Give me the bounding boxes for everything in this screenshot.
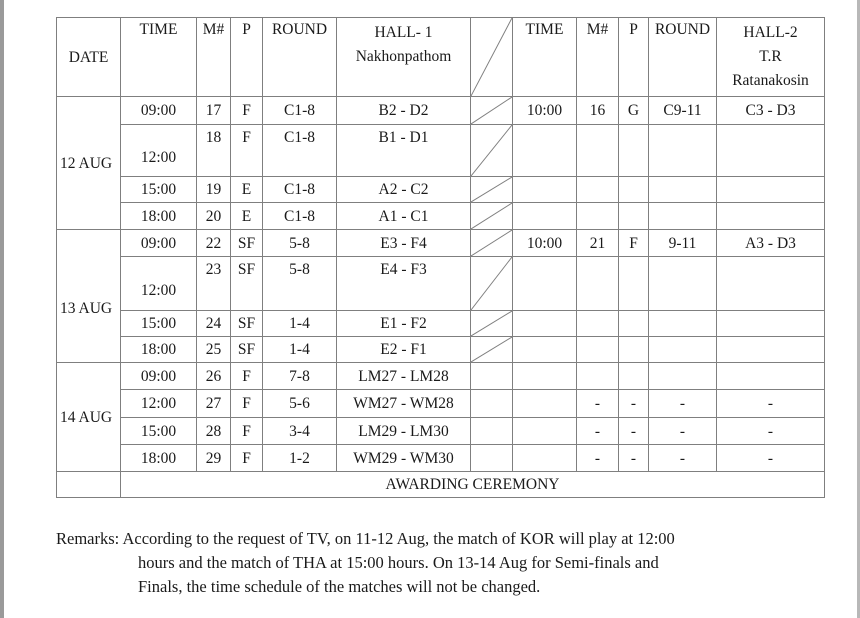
divider-diagonal bbox=[471, 125, 513, 177]
time-cell: 09:00 bbox=[121, 230, 197, 257]
round-cell: 5-8 bbox=[263, 257, 337, 311]
match-no-cell-2 bbox=[577, 125, 619, 177]
divider-cell bbox=[471, 363, 513, 390]
pool-cell-2: G bbox=[619, 97, 649, 125]
match-no-cell: 26 bbox=[197, 363, 231, 390]
time-cell-2 bbox=[513, 363, 577, 390]
remarks-line-1: Remarks: According to the request of TV, on 11-12 Aug, the match of KOR will play at 12:00 bbox=[56, 529, 675, 548]
match-no-cell: 28 bbox=[197, 418, 231, 445]
match-no-cell-2: - bbox=[577, 390, 619, 418]
match-no-cell: 19 bbox=[197, 177, 231, 203]
match-cell-2 bbox=[717, 311, 825, 337]
match-no-cell-2 bbox=[577, 203, 619, 230]
match-cell-2: - bbox=[717, 445, 825, 472]
round-cell: C1-8 bbox=[263, 97, 337, 125]
match-no-cell: 24 bbox=[197, 311, 231, 337]
match-cell-2 bbox=[717, 177, 825, 203]
match-cell-2: C3 - D3 bbox=[717, 97, 825, 125]
match-no-cell: 22 bbox=[197, 230, 231, 257]
round-cell-2: 9-11 bbox=[649, 230, 717, 257]
match-cell-2 bbox=[717, 203, 825, 230]
match-no-cell: 18 bbox=[197, 125, 231, 177]
time-cell: 15:00 bbox=[121, 418, 197, 445]
table-row bbox=[57, 257, 825, 311]
round-cell-2: - bbox=[649, 418, 717, 445]
round-cell: C1-8 bbox=[263, 203, 337, 230]
pool-cell: F bbox=[231, 125, 263, 177]
divider-diagonal bbox=[471, 97, 513, 125]
remarks-line-2: hours and the match of THA at 15:00 hours. On 13-14 Aug for Semi-finals and bbox=[138, 553, 659, 572]
time-cell-2 bbox=[513, 257, 577, 311]
header-match-no: M# bbox=[197, 18, 231, 97]
round-cell: C1-8 bbox=[263, 125, 337, 177]
header-time-2: TIME bbox=[513, 18, 577, 97]
round-cell-2 bbox=[649, 257, 717, 311]
match-cell-2 bbox=[717, 125, 825, 177]
pool-cell: F bbox=[231, 445, 263, 472]
round-cell: 5-6 bbox=[263, 390, 337, 418]
header-hall-1-name: HALL- 1 bbox=[374, 24, 433, 41]
table-row bbox=[57, 418, 825, 445]
match-no-cell: 29 bbox=[197, 445, 231, 472]
pool-cell: SF bbox=[231, 230, 263, 257]
header-hall-1 bbox=[337, 18, 471, 97]
match-no-cell: 25 bbox=[197, 337, 231, 363]
divider-diagonal bbox=[471, 257, 513, 311]
time-cell-2 bbox=[513, 311, 577, 337]
table-row bbox=[57, 390, 825, 418]
pool-cell: SF bbox=[231, 311, 263, 337]
round-cell: 1-2 bbox=[263, 445, 337, 472]
pool-cell: F bbox=[231, 418, 263, 445]
round-cell-2 bbox=[649, 337, 717, 363]
pool-cell-2: - bbox=[619, 445, 649, 472]
time-cell-2 bbox=[513, 125, 577, 177]
time-cell: 12:00 bbox=[121, 257, 197, 311]
schedule-table bbox=[56, 17, 825, 498]
time-cell-2 bbox=[513, 203, 577, 230]
match-cell: B1 - D1 bbox=[337, 125, 471, 177]
pool-cell-2 bbox=[619, 125, 649, 177]
round-cell: C1-8 bbox=[263, 177, 337, 203]
date-cell: 13 AUG bbox=[57, 230, 121, 363]
match-no-cell-2: 21 bbox=[577, 230, 619, 257]
match-no-cell-2: - bbox=[577, 445, 619, 472]
match-no-cell-2: - bbox=[577, 418, 619, 445]
pool-cell: SF bbox=[231, 337, 263, 363]
time-cell: 15:00 bbox=[121, 311, 197, 337]
table-row bbox=[57, 337, 825, 363]
table-row bbox=[57, 230, 825, 257]
match-cell-2 bbox=[717, 363, 825, 390]
header-hall-1-location: Nakhonpathom bbox=[355, 48, 452, 65]
header-date: DATE bbox=[57, 18, 121, 97]
round-cell-2 bbox=[649, 203, 717, 230]
time-cell-2: 10:00 bbox=[513, 230, 577, 257]
time-cell: 12:00 bbox=[121, 390, 197, 418]
time-cell-2 bbox=[513, 177, 577, 203]
header-hall-2-location: Ratanakosin bbox=[732, 72, 809, 89]
round-cell-2 bbox=[649, 311, 717, 337]
time-cell-2: 10:00 bbox=[513, 97, 577, 125]
match-no-cell: 27 bbox=[197, 390, 231, 418]
time-cell-2 bbox=[513, 418, 577, 445]
pool-cell-2: F bbox=[619, 230, 649, 257]
time-cell-2 bbox=[513, 445, 577, 472]
pool-cell-2 bbox=[619, 257, 649, 311]
ceremony-label: AWARDING CEREMONY bbox=[121, 472, 825, 498]
match-no-cell-2 bbox=[577, 363, 619, 390]
time-cell: 18:00 bbox=[121, 337, 197, 363]
divider-cell bbox=[471, 418, 513, 445]
round-cell-2 bbox=[649, 363, 717, 390]
time-cell: 15:00 bbox=[121, 177, 197, 203]
match-cell: WM27 - WM28 bbox=[337, 390, 471, 418]
time-cell: 09:00 bbox=[121, 97, 197, 125]
pool-cell-2 bbox=[619, 337, 649, 363]
table-row bbox=[57, 311, 825, 337]
match-cell: LM27 - LM28 bbox=[337, 363, 471, 390]
header-hall-2-name: HALL-2 bbox=[743, 24, 798, 41]
table-row bbox=[57, 97, 825, 125]
header-pool: P bbox=[231, 18, 263, 97]
round-cell: 1-4 bbox=[263, 337, 337, 363]
time-cell: 09:00 bbox=[121, 363, 197, 390]
match-cell: E2 - F1 bbox=[337, 337, 471, 363]
round-cell-2: - bbox=[649, 445, 717, 472]
match-cell: WM29 - WM30 bbox=[337, 445, 471, 472]
match-no-cell: 17 bbox=[197, 97, 231, 125]
pool-cell-2 bbox=[619, 203, 649, 230]
pool-cell-2 bbox=[619, 311, 649, 337]
table-row bbox=[57, 363, 825, 390]
round-cell-2 bbox=[649, 177, 717, 203]
round-cell: 3-4 bbox=[263, 418, 337, 445]
match-cell: E4 - F3 bbox=[337, 257, 471, 311]
pool-cell-2 bbox=[619, 363, 649, 390]
match-cell: LM29 - LM30 bbox=[337, 418, 471, 445]
table-row bbox=[57, 203, 825, 230]
match-no-cell-2 bbox=[577, 337, 619, 363]
time-cell-2 bbox=[513, 390, 577, 418]
round-cell-2 bbox=[649, 125, 717, 177]
header-round: ROUND bbox=[263, 18, 337, 97]
remarks bbox=[56, 527, 836, 599]
divider-diagonal bbox=[471, 337, 513, 363]
match-cell: A2 - C2 bbox=[337, 177, 471, 203]
divider-cell bbox=[471, 445, 513, 472]
time-cell: 18:00 bbox=[121, 203, 197, 230]
match-cell-2: - bbox=[717, 418, 825, 445]
date-cell: 12 AUG bbox=[57, 97, 121, 230]
match-no-cell-2: 16 bbox=[577, 97, 619, 125]
header-divider-diagonal bbox=[471, 18, 513, 97]
round-cell-2: C9-11 bbox=[649, 97, 717, 125]
divider-diagonal bbox=[471, 230, 513, 257]
pool-cell: F bbox=[231, 97, 263, 125]
header-pool-2: P bbox=[619, 18, 649, 97]
match-cell: A1 - C1 bbox=[337, 203, 471, 230]
match-cell-2: A3 - D3 bbox=[717, 230, 825, 257]
match-no-cell-2 bbox=[577, 311, 619, 337]
match-no-cell: 20 bbox=[197, 203, 231, 230]
round-cell: 7-8 bbox=[263, 363, 337, 390]
match-cell-2 bbox=[717, 257, 825, 311]
table-row bbox=[57, 177, 825, 203]
pool-cell: F bbox=[231, 390, 263, 418]
ceremony-row bbox=[57, 472, 825, 498]
round-cell: 1-4 bbox=[263, 311, 337, 337]
match-cell-2 bbox=[717, 337, 825, 363]
match-cell: E3 - F4 bbox=[337, 230, 471, 257]
divider-diagonal bbox=[471, 311, 513, 337]
pool-cell-2 bbox=[619, 177, 649, 203]
header-match-no-2: M# bbox=[577, 18, 619, 97]
pool-cell-2: - bbox=[619, 390, 649, 418]
match-no-cell-2 bbox=[577, 257, 619, 311]
pool-cell-2: - bbox=[619, 418, 649, 445]
match-cell: E1 - F2 bbox=[337, 311, 471, 337]
time-cell-2 bbox=[513, 337, 577, 363]
header-hall-2 bbox=[717, 18, 825, 97]
table-row bbox=[57, 125, 825, 177]
table-row bbox=[57, 445, 825, 472]
round-cell: 5-8 bbox=[263, 230, 337, 257]
divider-diagonal bbox=[471, 203, 513, 230]
match-cell-2: - bbox=[717, 390, 825, 418]
header-round-2: ROUND bbox=[649, 18, 717, 97]
header-hall-2-line2: T.R bbox=[759, 48, 782, 65]
time-cell: 12:00 bbox=[121, 125, 197, 177]
pool-cell: SF bbox=[231, 257, 263, 311]
match-cell: B2 - D2 bbox=[337, 97, 471, 125]
pool-cell: E bbox=[231, 203, 263, 230]
remarks-line-3: Finals, the time schedule of the matches will not be changed. bbox=[138, 577, 541, 596]
match-no-cell: 23 bbox=[197, 257, 231, 311]
header-row bbox=[57, 18, 825, 97]
match-no-cell-2 bbox=[577, 177, 619, 203]
ceremony-date-cell bbox=[57, 472, 121, 498]
divider-cell bbox=[471, 390, 513, 418]
date-cell: 14 AUG bbox=[57, 363, 121, 472]
round-cell-2: - bbox=[649, 390, 717, 418]
pool-cell: E bbox=[231, 177, 263, 203]
header-time: TIME bbox=[121, 18, 197, 97]
page-edge-left bbox=[0, 0, 4, 618]
time-cell: 18:00 bbox=[121, 445, 197, 472]
pool-cell: F bbox=[231, 363, 263, 390]
divider-diagonal bbox=[471, 177, 513, 203]
